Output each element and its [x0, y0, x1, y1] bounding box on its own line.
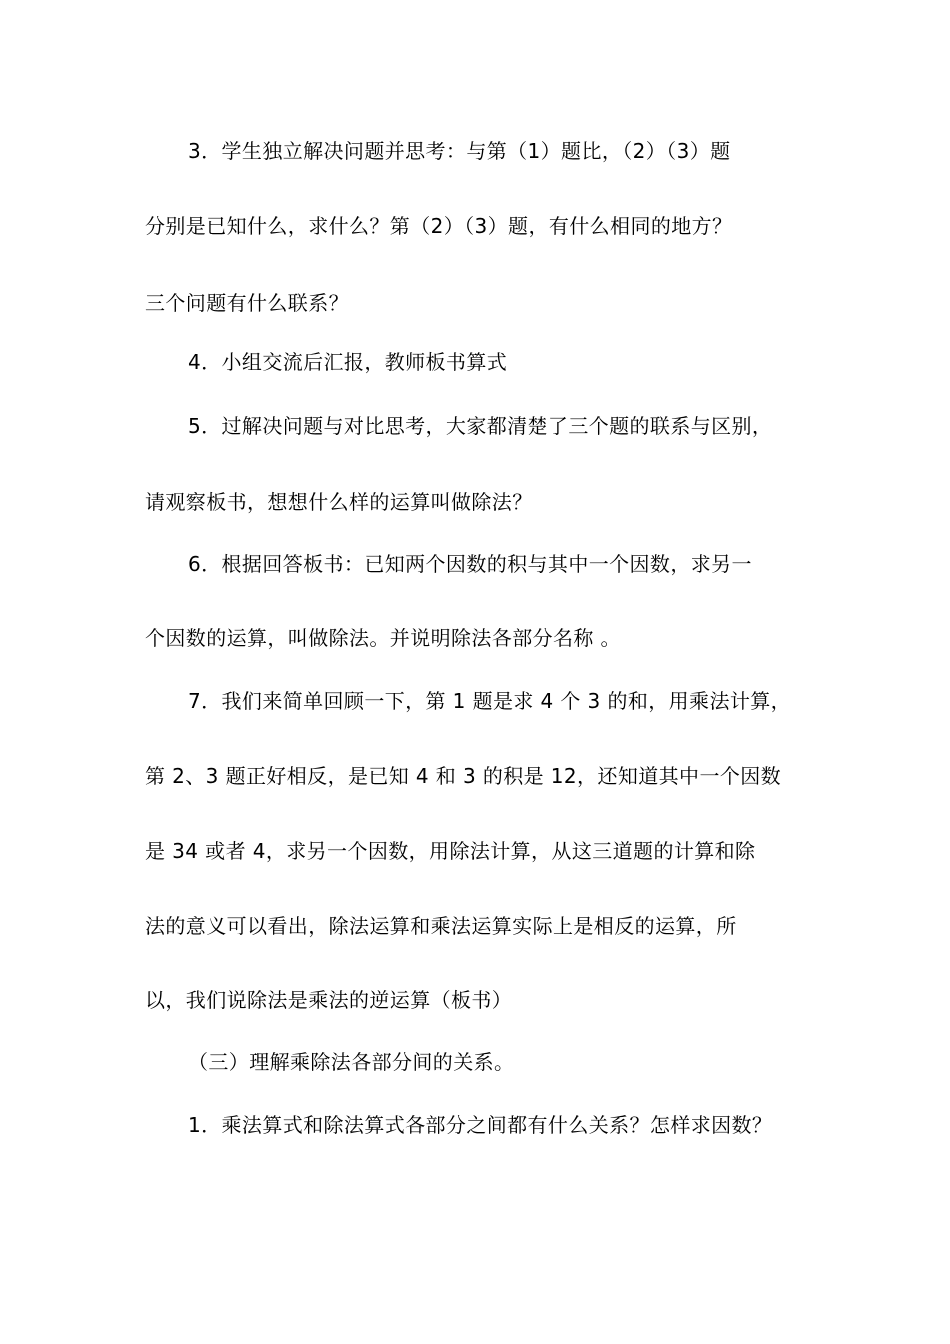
paragraph-line: 请观察板书，想想什么样的运算叫做除法？	[145, 490, 533, 514]
paragraph-line-3-step: 3．学生独立解决问题并思考：与第（1）题比，（2）（3）题	[188, 139, 731, 163]
paragraph-line-1-step: 1．乘法算式和除法算式各部分之间都有什么关系？怎样求因数？	[188, 1113, 773, 1137]
paragraph-line: 三个问题有什么联系？	[145, 291, 349, 315]
paragraph-line: 第 2、3 题正好相反，是已知 4 和 3 的积是 12，还知道其中一个因数	[145, 764, 782, 788]
paragraph-line: 以，我们说除法是乘法的逆运算（板书）	[145, 988, 513, 1012]
paragraph-line: 分别是已知什么，求什么？第（2）（3）题，有什么相同的地方？	[145, 214, 733, 238]
paragraph-line-6-step: 6．根据回答板书：已知两个因数的积与其中一个因数，求另一	[188, 552, 752, 576]
paragraph-line: 法的意义可以看出，除法运算和乘法运算实际上是相反的运算，所	[145, 914, 737, 938]
paragraph-line: 个因数的运算，叫做除法。并说明除法各部分名称 。	[145, 626, 621, 650]
section-heading: （三）理解乘除法各部分间的关系。	[188, 1050, 515, 1074]
paragraph-line: 是 34 或者 4，求另一个因数，用除法计算，从这三道题的计算和除	[145, 839, 756, 863]
paragraph-line-5-step: 5．过解决问题与对比思考，大家都清楚了三个题的联系与区别，	[188, 414, 773, 438]
paragraph-line-4-step: 4．小组交流后汇报，教师板书算式	[188, 350, 508, 374]
paragraph-line-7-step: 7．我们来简单回顾一下，第 1 题是求 4 个 3 的和，用乘法计算，	[188, 689, 792, 713]
